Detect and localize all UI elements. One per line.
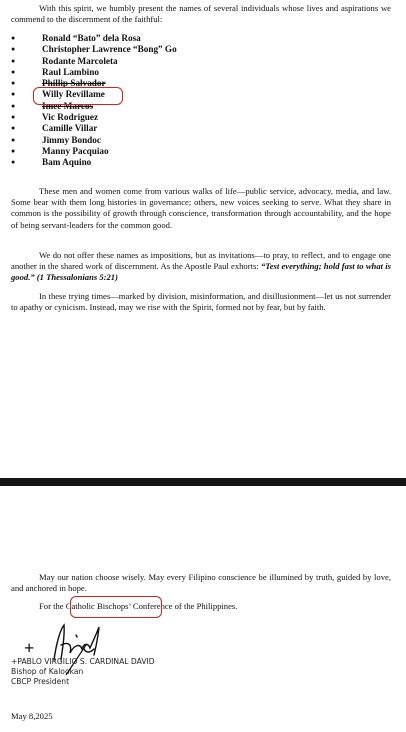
page-divider — [0, 478, 406, 486]
signer-name: +PABLO VIRGILIO S. CARDINAL DAVID — [11, 657, 155, 666]
closing-paragraph: May our nation choose wisely. May every Filipino conscience be illumined by truth, guided by love, and anchored in hope. — [11, 572, 391, 594]
list-item: ● Ronald “Bato” dela Rosa — [11, 33, 141, 43]
candidate-name-highlighted: Willy Revillame — [42, 89, 105, 100]
signer-role: CBCP President — [11, 677, 70, 686]
candidate-name: Vic Rodriguez — [42, 112, 99, 123]
paragraph-walks-of-life: These men and women come from various walks of life—public service, advocacy, media, and law. Some bear with them long histories in governance; others, new voices seeking to serve. What they share in common is the possibility of growth through conscience, transformation through accountability, and the hope of being servant-leaders for the common good. — [11, 186, 391, 230]
paragraph-invitations: We do not offer these names as impositions, but as invitations—to pray, to reflect, and to engage one another in the shared work of discernment. As the Apostle Paul exhorts: “Test everything; hold fast to what is good.” (1 Thessalonians 5:21) — [11, 250, 391, 283]
signer-block — [11, 657, 155, 687]
list-item: ● Phillip Salvador — [11, 78, 106, 89]
candidate-name: Jimmy Bondoc — [42, 134, 101, 145]
list-item: ● Camille Villar — [11, 123, 98, 134]
candidate-name-struck: Imee Marcos — [42, 100, 94, 111]
candidate-name: Rodante Marcoleta — [42, 55, 118, 66]
for-cbcp-line: For the Catholic Bischops’ Conference of the Philippines. — [39, 601, 238, 611]
red-highlight-circle — [33, 87, 123, 105]
candidate-name-struck: Phillip Salvador — [42, 78, 106, 89]
signer-title: Bishop of Kalookan — [11, 667, 84, 676]
signature-cross: + — [24, 638, 35, 658]
list-item: ● Raul Lambino — [11, 66, 99, 77]
scripture-quote: “Test everything; hold fast to what is good.” (1 Thessalonians 5:21) — [11, 261, 391, 283]
list-item: ● Imee Marcos — [11, 100, 94, 111]
list-item: ● Rodante Marcoleta — [11, 55, 118, 66]
paragraph-trying-times: In these trying times—marked by division, misinformation, and disillusionment—let us not surrender to apathy or cynicism. Instead, may we rise with the Spirit, formed not by fear, but by faith. — [11, 291, 391, 313]
list-item: ● Willy Revillame — [11, 89, 105, 100]
list-item: ● Manny Pacquiao — [11, 145, 109, 156]
intro-paragraph: With this spirit, we humbly present the names of several individuals whose lives and aspirations we commend to the discernment of the faithful: — [11, 3, 391, 25]
list-item: ● Vic Rodriguez — [11, 112, 99, 123]
candidate-name: Ronald “Bato” dela Rosa — [42, 33, 141, 43]
list-item: ● Jimmy Bondoc — [11, 134, 101, 145]
document-date: May 8,2025 — [11, 711, 53, 721]
candidate-name: Raul Lambino — [42, 66, 99, 77]
candidate-name: Camille Villar — [42, 123, 98, 134]
candidate-name: Bam Aquino — [42, 157, 92, 168]
list-item: ● Christopher Lawrence “Bong” Go — [11, 44, 177, 55]
list-item: ● Bam Aquino — [11, 157, 92, 168]
candidate-name: Christopher Lawrence “Bong” Go — [42, 44, 177, 55]
candidate-name: Manny Pacquiao — [42, 145, 109, 156]
